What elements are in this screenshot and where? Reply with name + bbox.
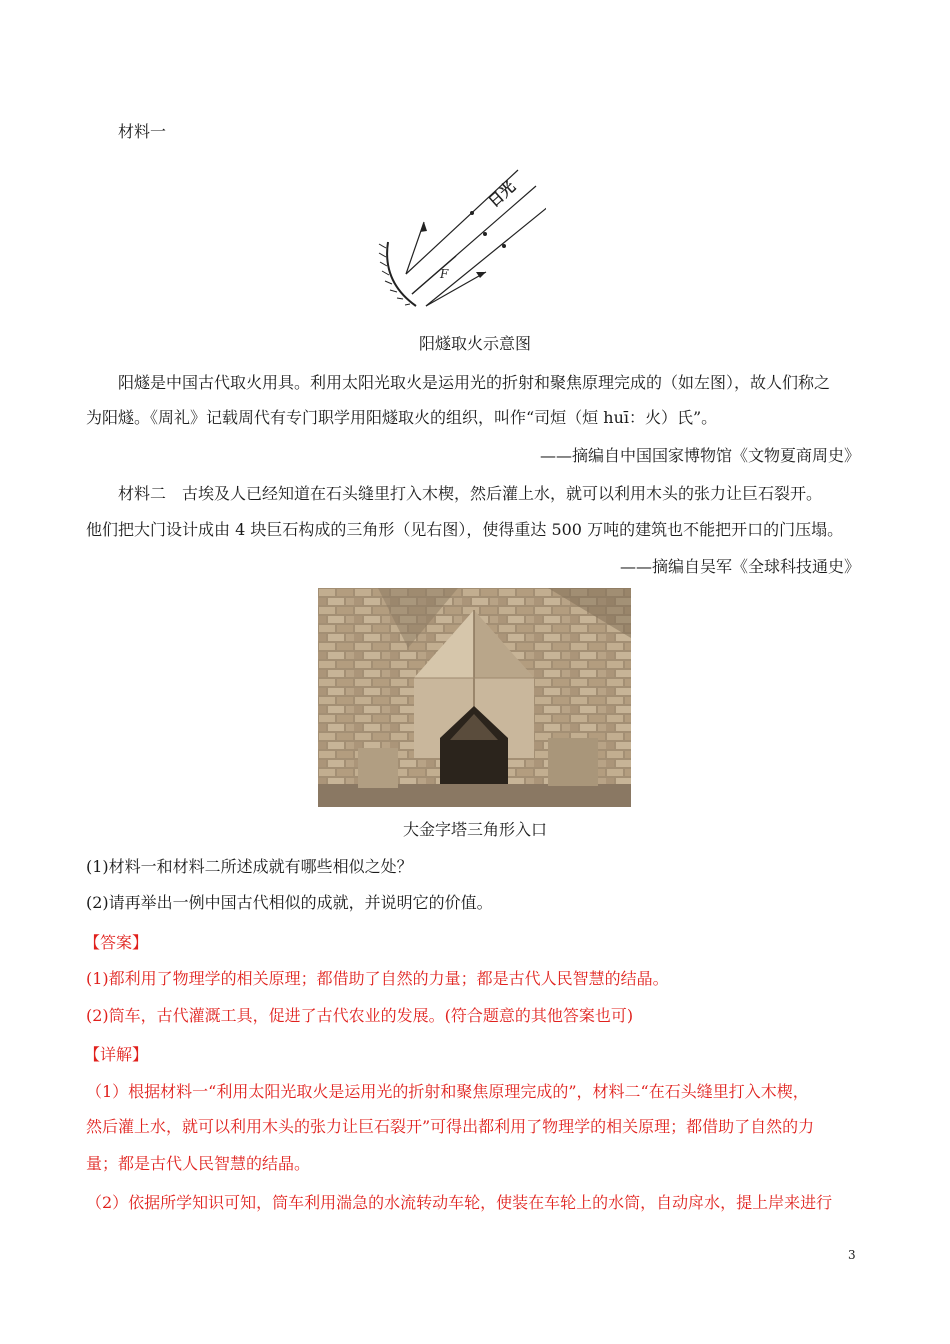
material2-source: ——摘编自吴军《全球科技通史》: [619, 557, 860, 576]
reflected-arrowhead: [420, 222, 427, 232]
question-2: (2)请再举出一例中国古代相似的成就，并说明它的价值。: [86, 893, 493, 912]
answer-line-2: (2)筒车，古代灌溉工具，促进了古代农业的发展。(符合题意的其他答案也可): [86, 1006, 634, 1025]
yangsui-diagram: [376, 164, 546, 314]
detail-line-3: 量；都是古代人民智慧的结晶。: [86, 1154, 311, 1173]
diagram-caption: 阳燧取火示意图: [418, 334, 531, 353]
question-1: (1)材料一和材料二所述成就有哪些相似之处？: [86, 857, 413, 876]
answer-line-1: (1)都利用了物理学的相关原理；都借助了自然的力量；都是古代人民智慧的结晶。: [86, 969, 669, 988]
detail-line-1: （1）根据材料一“利用太阳光取火是运用光的折射和聚焦原理完成的”，材料二“在石头缝里打入木楔，: [86, 1082, 809, 1101]
sun-rays: [406, 170, 546, 306]
material1-source: ——摘编自中国国家博物馆《文物夏商周史》: [539, 446, 860, 465]
detail-line-4: （2）依据所学知识可知，筒车利用湍急的水流转动车轮，使装在车轮上的水筒，自动戽水，提上岸来进行: [86, 1193, 833, 1212]
detail-line-2: 然后灌上水，就可以利用木头的张力让巨石裂开”可得出都利用了物理学的相关原理；都借助了自然的力: [86, 1117, 815, 1136]
sunlight-label: 日光: [484, 177, 519, 211]
answer-heading: 【答案】: [84, 933, 149, 952]
page-number: 3: [848, 1248, 856, 1262]
material1-para-line2: 为阳燧。《周礼》记载周代有专门职学用阳燧取火的组织，叫作“司烜（烜 huī：火）氏”。: [86, 408, 718, 427]
concave-mirror: [387, 242, 416, 306]
material1-heading: 材料一: [118, 122, 167, 141]
reflected-rays: [406, 222, 486, 306]
focus-label: F: [440, 267, 449, 281]
material2-para-line2: 他们把大门设计成由 4 块巨石构成的三角形（见右图），使得重达 500 万吨的建筑也不能把开口的门压塌。: [86, 520, 844, 539]
material1-para-line1: 阳燧是中国古代取火用具。利用太阳光取火是运用光的折射和聚焦原理完成的（如左图），故人们称之: [118, 373, 831, 392]
photo-caption: 大金字塔三角形入口: [402, 820, 547, 839]
detail-heading: 【详解】: [84, 1045, 149, 1064]
material2-para-line1: 材料二 古埃及人已经知道在石头缝里打入木楔，然后灌上水，就可以利用木头的张力让巨石裂开。: [118, 484, 823, 503]
pyramid-entrance-photo: [318, 588, 631, 807]
